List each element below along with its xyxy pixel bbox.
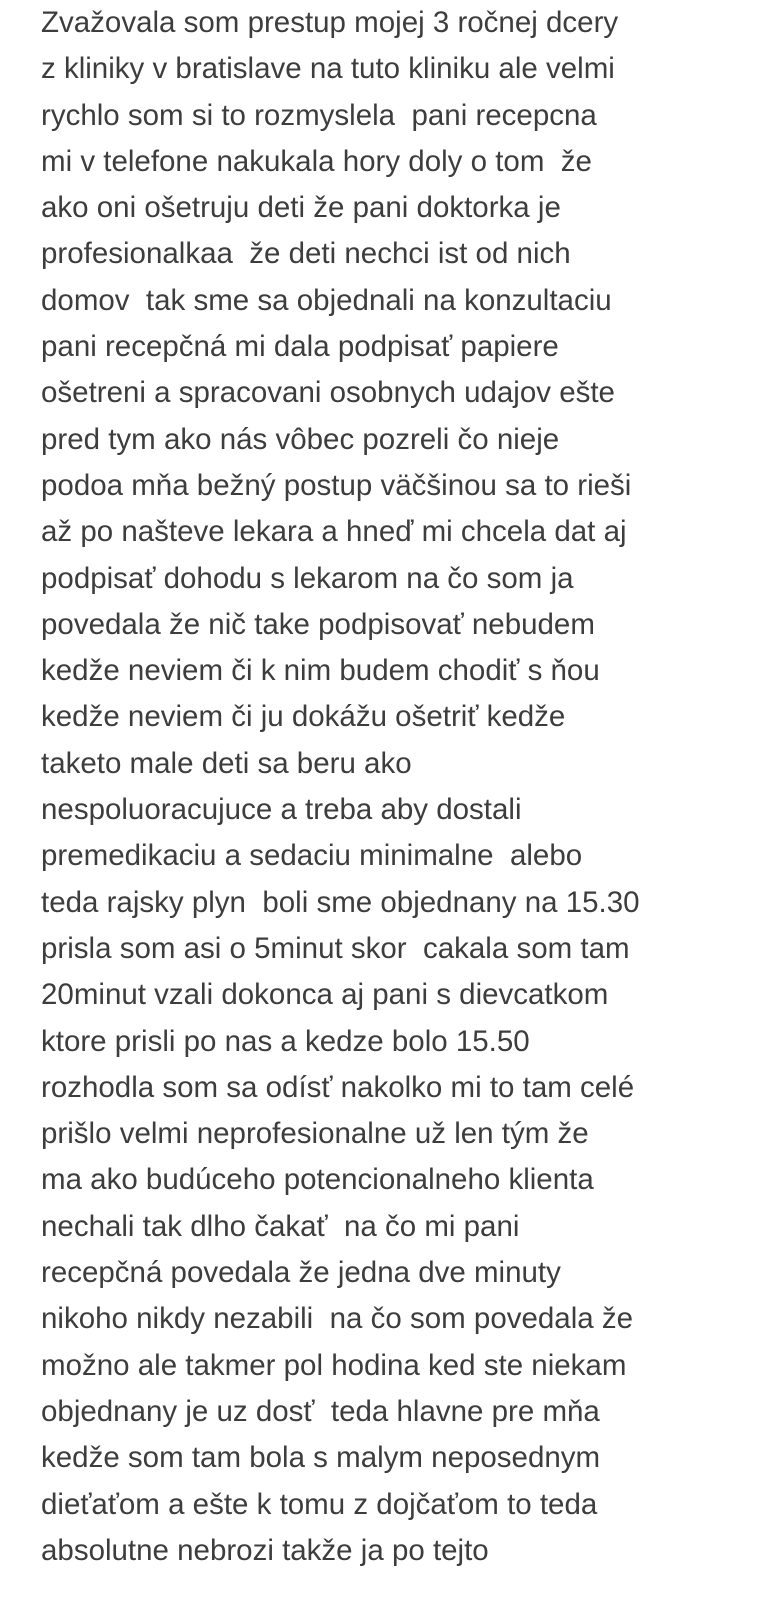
review-line: ako oni ošetruju deti že pani doktorka je xyxy=(41,191,561,225)
review-line: mi v telefone nakukala hory doly o tom že xyxy=(41,144,592,178)
review-line: možno ale takmer pol hodina ked ste niekam xyxy=(41,1348,627,1382)
review-line: prišlo velmi neprofesionalne už len tým že xyxy=(41,1117,589,1151)
review-line: pred tym ako nás vôbec pozreli čo nieje xyxy=(41,422,560,456)
review-line: podpisať dohodu s lekarom na čo som ja xyxy=(41,561,574,595)
review-line: ošetreni a spracovani osobnych udajov ešte xyxy=(41,376,615,410)
review-line: rozhodla som sa odísť nakolko mi to tam celé xyxy=(41,1070,635,1104)
review-text xyxy=(41,0,741,1574)
review-line: povedala že nič take podpisovať nebudem xyxy=(41,607,595,641)
review-line: nikoho nikdy nezabili na čo som povedala že xyxy=(41,1302,634,1336)
review-line: 20minut vzali dokonca aj pani s dievcatkom xyxy=(41,978,609,1012)
review-line: pani recepčná mi dala podpisať papiere xyxy=(41,330,559,364)
review-line: Zvažovala som prestup mojej 3 ročnej dcery xyxy=(41,6,619,39)
review-line: nechali tak dlho čakať na čo mi pani xyxy=(41,1209,520,1243)
review-line: podoa mňa bežný postup väčšinou sa to rieši xyxy=(41,468,632,502)
review-line: ktore prisli po nas a kedze bolo 15.50 xyxy=(41,1024,530,1058)
review-line: recepčná povedala že jedna dve minuty xyxy=(41,1256,561,1290)
review-line: až po našteve lekara a hneď mi chcela dat aj xyxy=(41,515,627,549)
review-line: domov tak sme sa objednali na konzultaciu xyxy=(41,283,612,317)
review-line: objednany je uz dosť teda hlavne pre mňa xyxy=(41,1394,600,1428)
review-line: nespoluoracujuce a treba aby dostali xyxy=(41,793,522,827)
review-line: z kliniky v bratislave na tuto kliniku ale velmi xyxy=(41,52,615,86)
review-line: taketo male deti sa beru ako xyxy=(41,746,412,780)
review-line: kedže neviem či ju dokážu ošetriť kedže xyxy=(41,700,566,734)
review-line: kedže som tam bola s malym neposednym xyxy=(41,1441,601,1475)
review-line: rychlo som si to rozmyslela pani recepcna xyxy=(41,98,597,132)
review-line: prisla som asi o 5minut skor cakala som tam xyxy=(41,931,630,965)
review-line: teda rajsky plyn boli sme objednany na 15.30 xyxy=(41,885,640,919)
review-line: profesionalkaa že deti nechci ist od nich xyxy=(41,237,571,271)
review-line: premedikaciu a sedaciu minimalne alebo xyxy=(41,839,583,873)
review-line: kedže neviem či k nim budem chodiť s ňou xyxy=(41,654,600,688)
review-line: absolutne nebrozi takže ja po tejto xyxy=(41,1533,489,1567)
review-line: ma ako budúceho potencionalneho klienta xyxy=(41,1163,594,1197)
review-line: dieťaťom a ešte k tomu z dojčaťom to teda xyxy=(41,1487,598,1521)
